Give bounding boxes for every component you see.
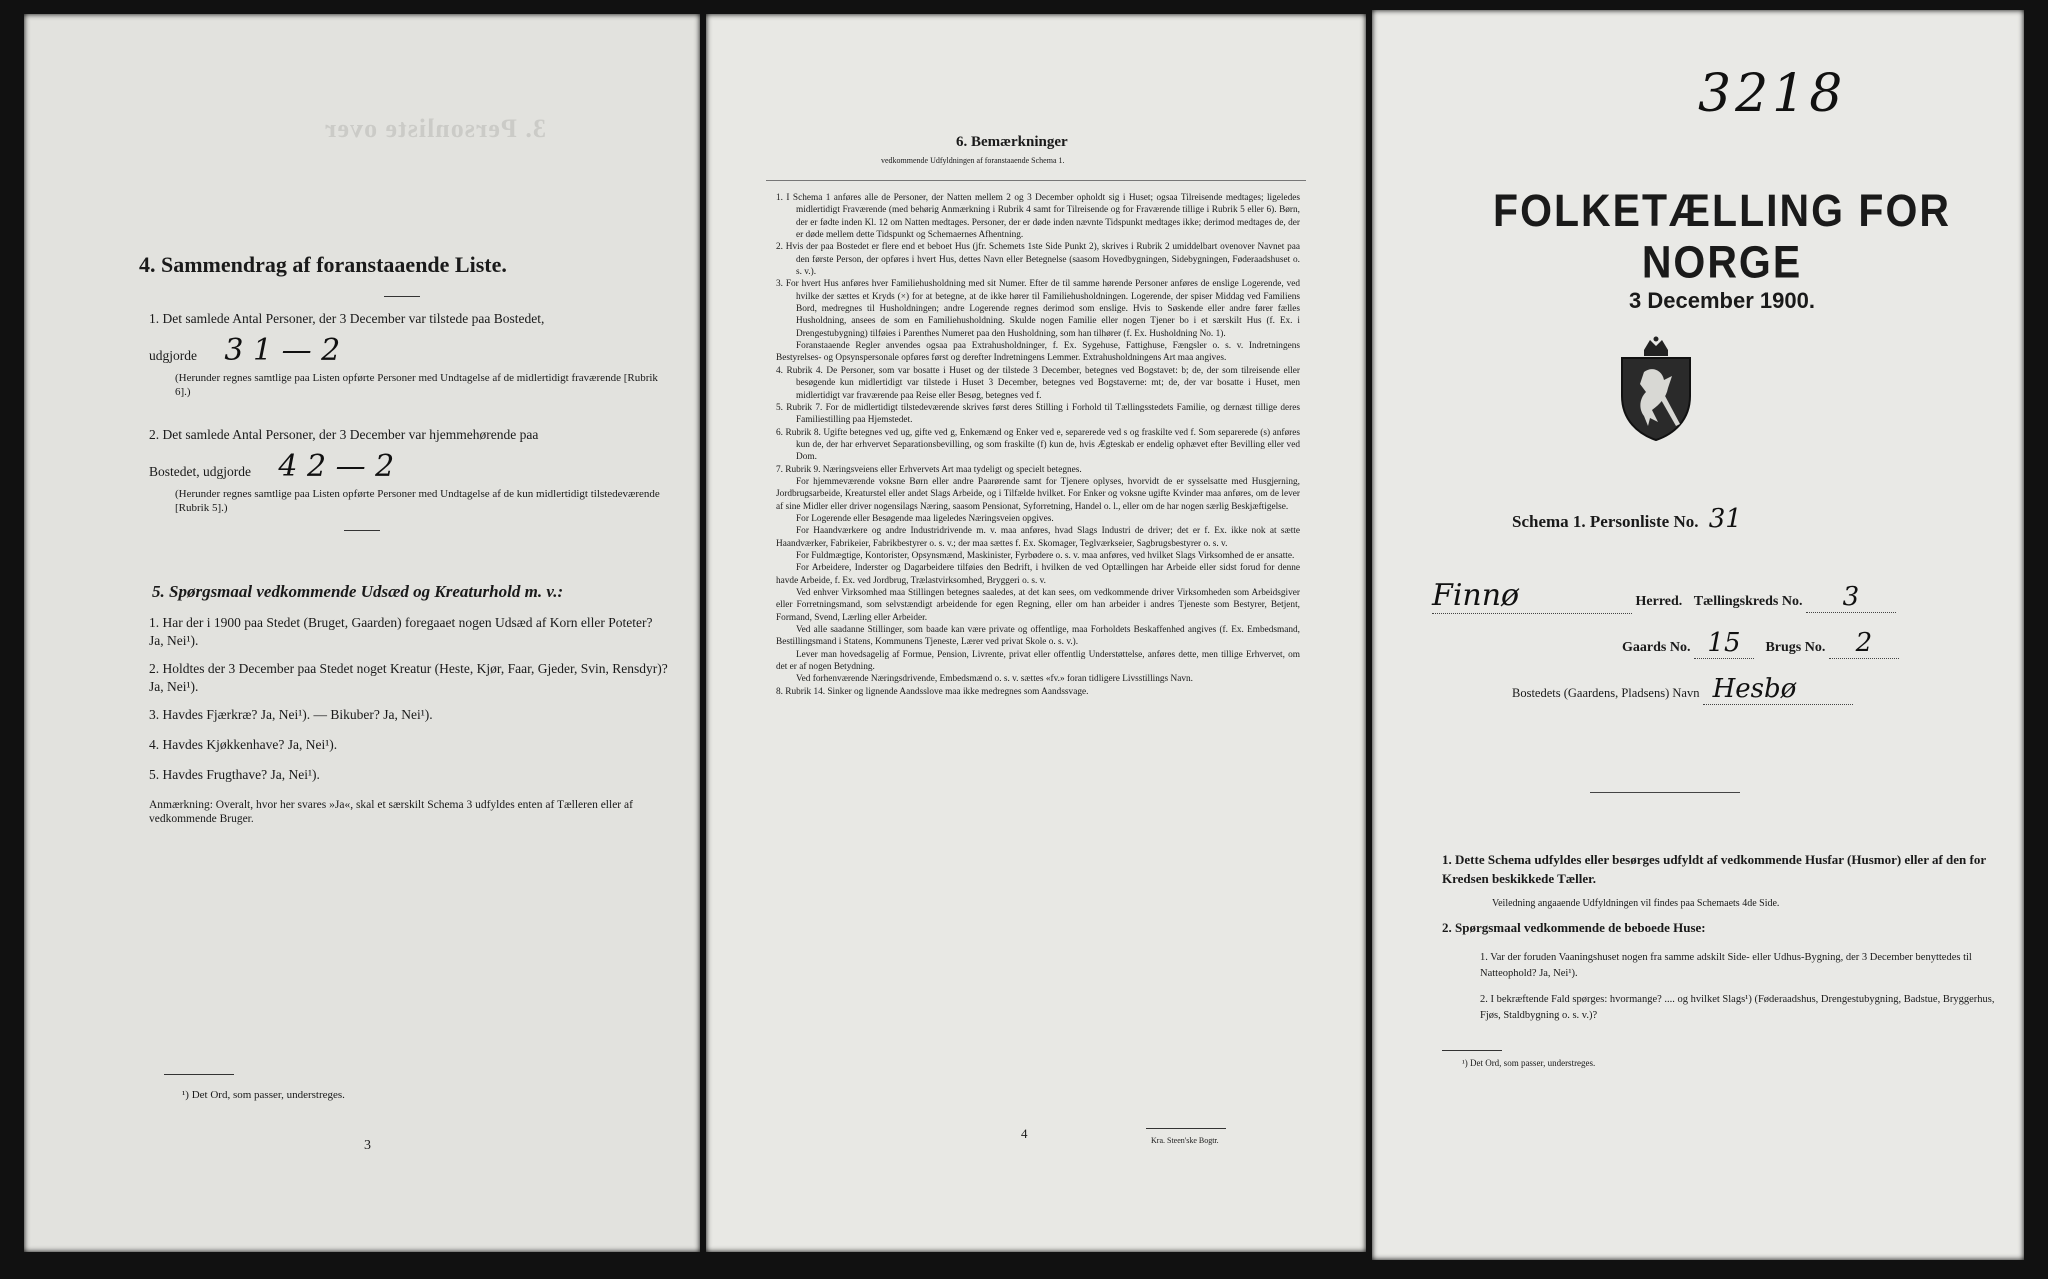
- remark-paragraph: 1. I Schema 1 anføres alle de Personer, der Natten mellem 2 og 3 December opholdt sig i Huset; ogsaa Tilreisende medtages; ligeledes midlertidigt Fraværende (med behørig Anmærkning i Rubrik 4 samt for Tilreisende og for Fraværende tillige i Rubrik 5 eller 6). Børn, der er fødte inden Kl. 12 om Natten medtages. Personer, der er døde inden nævnte Tidspunkt medtages ikke; derimod medtages de, der er døde mellem dette Tidspunkt og Schemaernes Afhentning.: [776, 193, 1300, 241]
- item1-label: udgjorde: [149, 348, 197, 363]
- bosted-value: Hesbø: [1703, 674, 1853, 705]
- remark-paragraph: 3. For hvert Hus anføres hver Familiehusholdning med sit Numer. Efter de til samme hørende Personer anføres de enslige Logerende, ved hvilke der sættes et Kryds (×) for at betegne, at de ikke hører til Familiehusholdningen. Logerende, der spiser Middag ved Familiens Bord, medregnes til Husholdningen; andre Logerende regnes derimod som enslige. Hvis to Søskende eller andre fører fælles Husholdning, ansees de som en Familiehusholdning. Skulde nogen Familie eller nogen Tjener bo i et særskilt Hus (f. Ex. i Drengestubygning) tilføies i Parenthes Numeret paa den Husholdning, som han tilhører (f. Ex. Husholdning No. 1).: [776, 279, 1300, 339]
- question-5: 5. Havdes Frugthave? Ja, Nei¹).: [149, 767, 320, 782]
- instruction-1-sub: Veiledning angaaende Udfyldningen vil findes paa Schemaets 4de Side.: [1492, 898, 1780, 909]
- main-title: FOLKETÆLLING FOR NORGE: [1493, 185, 1951, 288]
- remark-paragraph: Ved enhver Virksomhed maa Stillingen betegnes saaledes, at det kan sees, om vedkommende driver Virksomheden som Arbeidsgiver eller Forretningsmand, som selvstændigt arbeidende for egen Regning, eller om han arbeider i andres Tjeneste som Bestyrer, Betjent, Formand, Svend, Lærling eller Arbeider.: [776, 588, 1300, 623]
- remark-paragraph: 5. Rubrik 7. For de midlertidigt tilstedeværende skrives først deres Stilling i Forhold til Tællingsstedets Familie, og dernæst tillige deres Familiestilling paa Hjemstedet.: [776, 402, 1300, 426]
- divider: [766, 180, 1306, 181]
- footnote-rule: [164, 1074, 234, 1075]
- item1-text: 1. Det samlede Antal Personer, der 3 December var tilstede paa Bostedet,: [149, 311, 545, 326]
- herred-value: Finnø: [1432, 578, 1632, 614]
- section4-title: 4. Sammendrag af foranstaaende Liste.: [139, 252, 507, 277]
- brugs-label: Brugs No.: [1765, 640, 1826, 655]
- question-4: 4. Havdes Kjøkkenhave? Ja, Nei¹).: [149, 737, 338, 752]
- item2-handwritten: 4 2 — 2: [278, 449, 395, 484]
- instruction-2-q2: 2. I bekræftende Fald spørges: hvormange? .... og hvilket Slags¹) (Føderaadshus, Drengestubygning, Badstue, Bryggerhus, Fjøs, Staldbygning o. s. v.)?: [1480, 994, 1995, 1021]
- remark-paragraph: Lever man hovedsagelig af Formue, Pension, Livrente, privat eller offentlig Understøttelse, anføres dette, men tillige Erhvervet, om det er af nogen Betydning.: [776, 649, 1300, 673]
- remark-paragraph: 7. Rubrik 9. Næringsveiens eller Erhvervets Art maa tydeligt og specielt betegnes.: [776, 464, 1082, 475]
- remark-paragraph: For Fuldmægtige, Kontorister, Opsynsmænd, Maskinister, Fyrbødere o. s. v. maa anføres, ved hvilket Slags Virksomhed de er ansatte.: [796, 550, 1295, 561]
- footnote: ¹) Det Ord, som passer, understreges.: [1462, 1058, 1596, 1068]
- divider: [384, 296, 420, 297]
- remarks-title: 6. Bemærkninger: [956, 134, 1068, 150]
- herred-line: [1432, 578, 1992, 614]
- footnote: ¹) Det Ord, som passer, understreges.: [182, 1089, 345, 1101]
- bleed-through-heading: 3. Personliste over: [324, 114, 546, 143]
- remark-paragraph: 4. Rubrik 4. De Personer, som var bosatte i Huset og der tilstede 3 December, betegnes ved Bogstavet: b; de, der som tilreisende eller besøgende kun midlertidigt var tilstede i Huset 3 December, betegnes ved Bogstaverne: mt; de, der var bosatte i Huset, men midlertidigt var fraværende paa Reise eller Besøg, betegnes ved f.: [776, 365, 1300, 401]
- section4-item1: [149, 310, 669, 399]
- remark-paragraph: For Haandværkere og andre Industridrivende m. v. maa anføres, hvad Slags Industri de driver; det er f. Ex. ikke nok at sætte Haandværker, Fabrikeier, Fabrikbestyrer o. s. v.; der maa sættes f. Ex. Skomager, Teglværkseier, Sagbrugsbestyrer o. s. v.: [776, 526, 1300, 549]
- item1-handwritten: 3 1 — 2: [224, 333, 341, 368]
- schema-label-text: Schema 1. Personliste No.: [1512, 512, 1699, 531]
- remark-paragraph: Ved alle saadanne Stillinger, som baade kan være private og offentlige, maa Forholdets Beskaffenhed angives (f. Ex. Embedsmand, Bestillingsmand i Statens, Kommunens Tjeneste, Lærer ved privat Skole o. s. v.).: [776, 625, 1300, 648]
- remark-paragraph: For Arbeidere, Inderster og Dagarbeidere tilføies den Bedrift, i hvilken de ved Optællingen har Arbeide eller sidst forud for denne havde Arbeide, f. Ex. ved Jordbrug, Trælastvirksomhed, Bryggeri o. s. v.: [776, 563, 1300, 586]
- question-1: 1. Har der i 1900 paa Stedet (Bruget, Gaarden) foregaaet nogen Udsæd af Korn eller Poteter? Ja, Nei¹).: [149, 615, 653, 648]
- remark-paragraph: For Logerende eller Besøgende maa ligeledes Næringsveien opgives.: [796, 513, 1054, 524]
- printer-rule: [1146, 1128, 1226, 1129]
- census-date: 3 December 1900.: [1629, 288, 1815, 313]
- printer-name: Kra. Steen'ske Bogtr.: [1151, 1136, 1219, 1145]
- section5-title: 5. Spørgsmaal vedkommende Udsæd og Kreaturhold m. v.:: [152, 582, 564, 601]
- bosted-line: [1512, 674, 1853, 705]
- item2-note: (Herunder regnes samtlige paa Listen opførte Personer med Undtagelse af de kun midlertidigt tilstedeværende [Rubrik 5].): [175, 488, 660, 514]
- page-number: 4: [1021, 1126, 1028, 1141]
- divider: [344, 530, 380, 531]
- annotation-note: Anmærkning: Overalt, hvor her svares »Ja«, skal et særskilt Schema 3 udfyldes enten af Tælleren eller af vedkommende Bruger.: [149, 799, 633, 825]
- instruction-2: 2. Spørgsmaal vedkommende de beboede Huse:: [1442, 920, 1706, 935]
- page-number: 3: [364, 1138, 371, 1153]
- kreds-value: 3: [1806, 582, 1896, 613]
- question-2: 2. Holdtes der 3 December paa Stedet noget Kreatur (Heste, Kjør, Faar, Gjeder, Svin, Rensdyr)? Ja, Nei¹).: [149, 661, 668, 694]
- personliste-number: 31: [1708, 504, 1742, 534]
- left-page: [24, 14, 700, 1252]
- brugs-value: 2: [1829, 628, 1899, 659]
- schema-label: [1512, 504, 1742, 534]
- remark-paragraph: 6. Rubrik 8. Ugifte betegnes ved ug, gifte ved g, Enkemænd og Enker ved e, separerede ved s og fraskilte ved f. Som separerede (s) anføres kun de, der har erhvervet Separationsbevilling, og som fraskilte (f) kun de, hvis Ægteskab er endelig ophævet efter Bevilling eller ved Dom.: [776, 427, 1300, 463]
- item1-note: (Herunder regnes samtlige paa Listen opførte Personer med Undtagelse af de midlertidigt fraværende [Rubrik 6].): [175, 372, 658, 398]
- kreds-label: Tællingskreds No.: [1693, 594, 1803, 609]
- instruction-2-q1: 1. Var der foruden Vaaningshuset nogen fra samme adskilt Side- eller Udhus-Bygning, der 3 December benyttedes til Natteophold? Ja, Nei¹).: [1480, 952, 1972, 979]
- gaards-line: [1622, 628, 1899, 659]
- remark-paragraph: For hjemmeværende voksne Børn eller andre Paarørende samt for Tjenere oplyses, hvorvidt de er sysselsatte med Husgjerning, Jordbrugsarbeide, Kreaturstel eller andet Slags Arbeide, og i Tilfælde hvilket. For Enker og voksne ugifte Kvinder maa anføres, om de lever af sine Midler eller driver nogensilags Næring, saasom Pensionat, Syforretning, Handel o. l., eller om de har nogen særlig Beskjæftigelse.: [776, 476, 1300, 512]
- question-3: 3. Havdes Fjærkræ? Ja, Nei¹). — Bikuber? Ja, Nei¹).: [149, 707, 433, 722]
- remark-paragraph: 8. Rubrik 14. Sinker og lignende Aandsslove maa ikke medregnes som Aandssvage.: [776, 686, 1089, 697]
- herred-label: Herred.: [1635, 594, 1683, 609]
- gaards-value: 15: [1694, 628, 1754, 659]
- section4-item2: [149, 426, 669, 515]
- footnote-rule: [1442, 1050, 1502, 1051]
- remark-paragraph: Ved forhenværende Næringsdrivende, Embedsmænd o. s. v. sættes «fv.» foran tidligere Livsstillings Navn.: [796, 674, 1193, 685]
- remarks-body: [776, 192, 1300, 698]
- bosted-label: Bostedets (Gaardens, Pladsens) Navn: [1512, 686, 1700, 700]
- archive-number: 3218: [1698, 64, 1847, 124]
- gaards-label: Gaards No.: [1622, 640, 1691, 655]
- item2-text: 2. Det samlede Antal Personer, der 3 December var hjemmehørende paa: [149, 427, 539, 442]
- remarks-subtitle: vedkommende Udfyldningen af foranstaaende Schema 1.: [881, 156, 1065, 165]
- remark-paragraph: Foranstaaende Regler anvendes ogsaa paa Extrahusholdninger, f. Ex. Sygehuse, Fattighuse, Fængsler o. s. v. Indretningens Bestyrelses- og Opsynspersonale opføres først og derefter Indretningens Lemmer. Extrahusholdningens Art maa angives.: [776, 341, 1300, 364]
- ornament-rule: [1590, 792, 1740, 793]
- right-page: [1372, 10, 2024, 1260]
- section5-questions: [149, 614, 669, 826]
- norwegian-coat-of-arms-icon: [1614, 336, 1698, 442]
- remark-paragraph: 2. Hvis der paa Bostedet er flere end et beboet Hus (jfr. Schemets 1ste Side Punkt 2), skrives i Rubrik 2 umiddelbart ovenover Navnet paa den første Person, der opføres i hvert Hus, dettes Navn eller Betegnelse (saasom Hovedbygningen, Sidebygningen, Føderaadshuset o. s. v.).: [776, 242, 1300, 278]
- item2-label: Bostedet, udgjorde: [149, 464, 251, 479]
- middle-page: [706, 14, 1366, 1252]
- instruction-1: 1. Dette Schema udfyldes eller besørges udfyldt af vedkommende Husfar (Husmor) eller af den for Kredsen beskikkede Tæller.: [1442, 852, 1986, 886]
